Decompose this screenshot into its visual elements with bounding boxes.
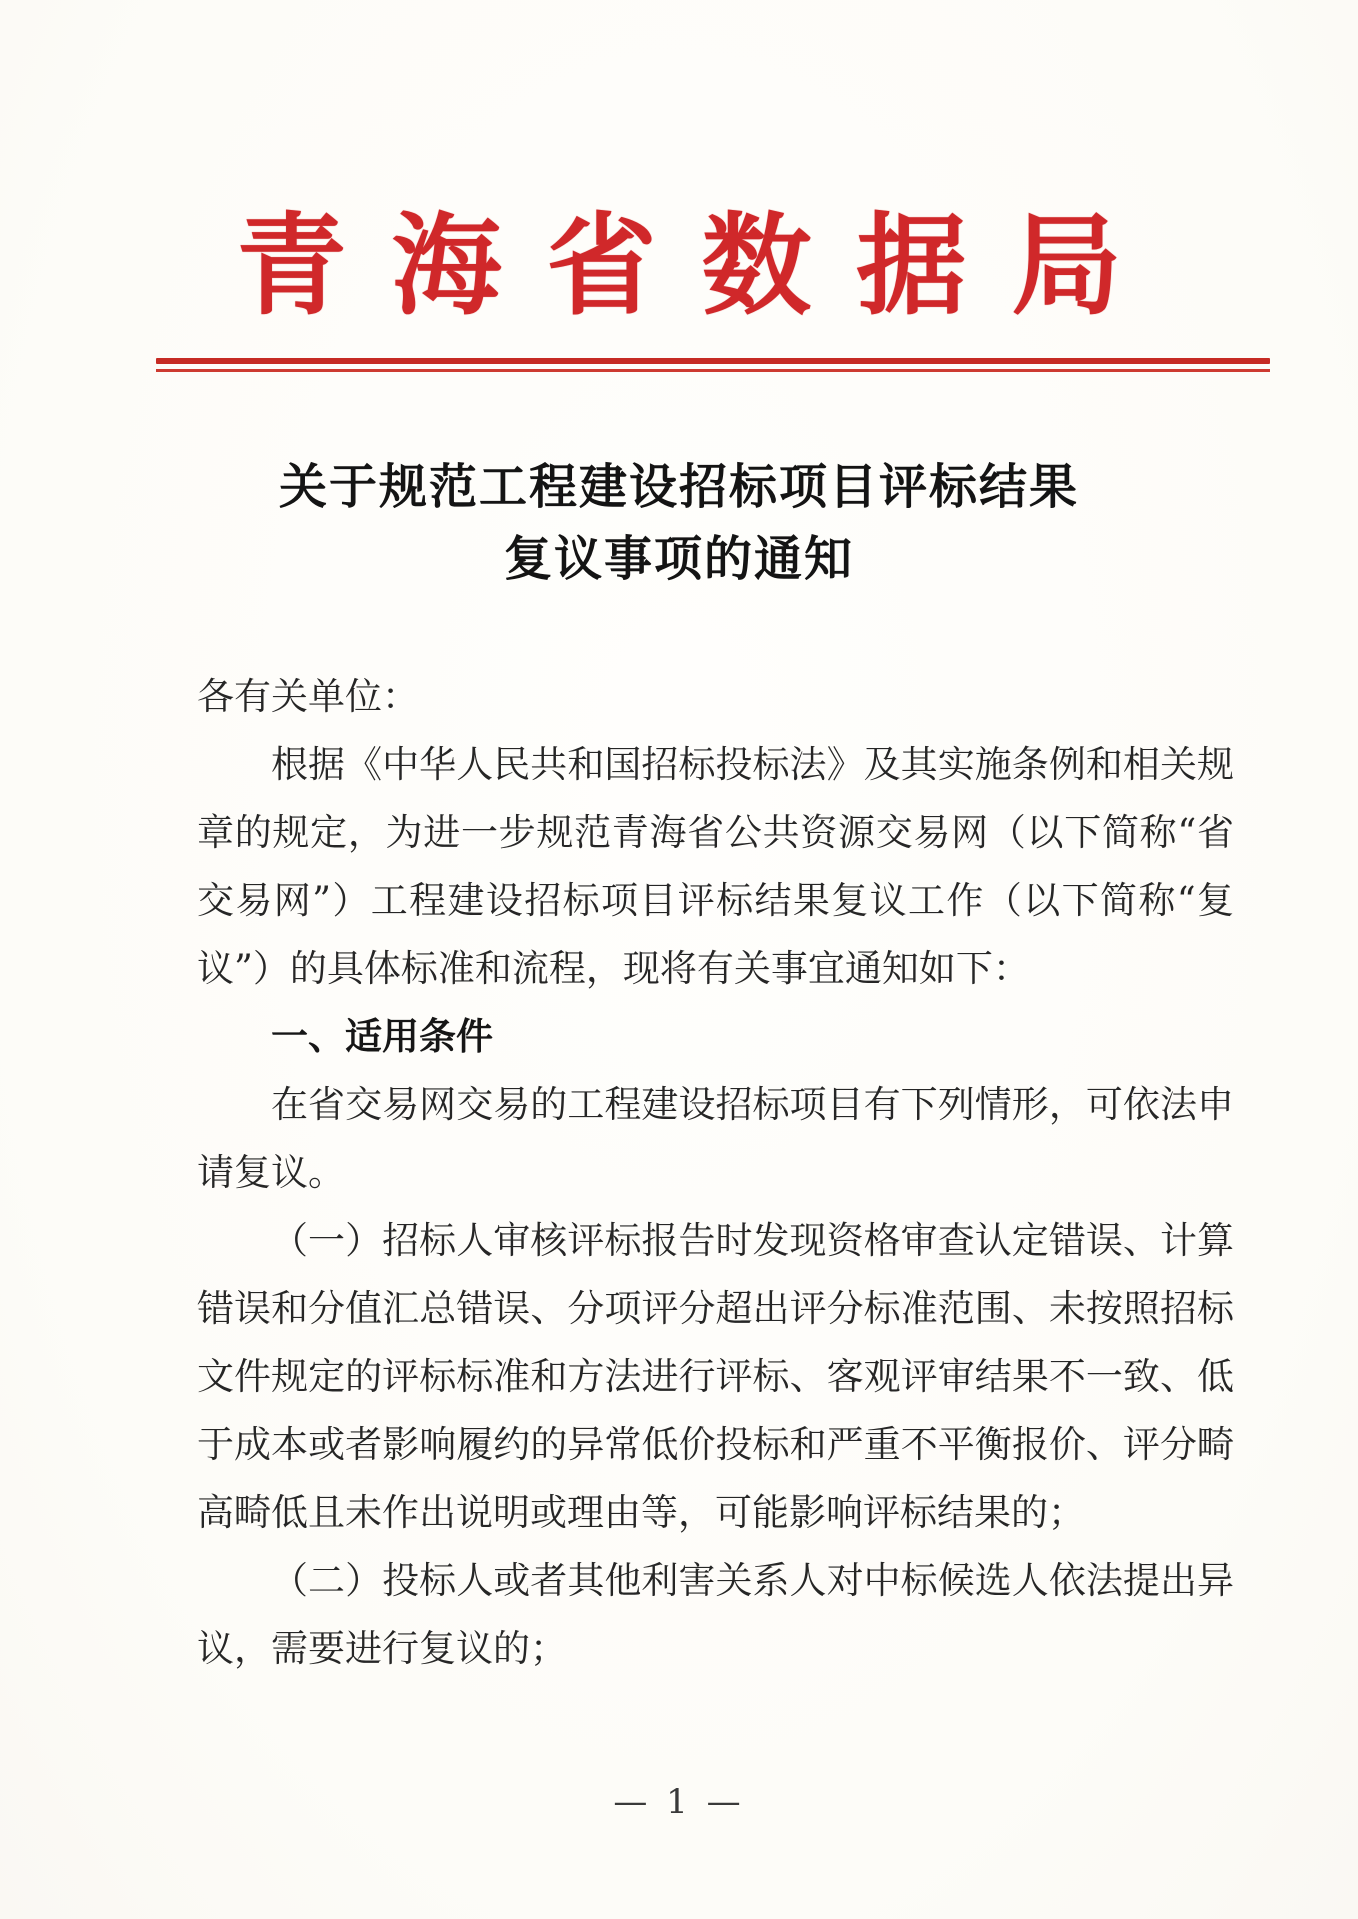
salutation: 各有关单位： <box>197 674 419 718</box>
org-name: 青海省数据局 <box>236 201 1167 330</box>
paragraph-condition-intro: 在省交易网交易的工程建设招标项目有下列情形，可依法申请复议。 <box>197 1082 1234 1194</box>
section-heading-applicable-conditions: 一、适用条件 <box>271 1015 493 1057</box>
letterhead-divider <box>156 358 1270 372</box>
paragraph-item-1: （一）招标人审核评标报告时发现资格审查认定错误、计算错误和分值汇总错误、分项评分超出评分标准范围、未按照招标文件规定的评标标准和方法进行评标、客观评审结果不一致、低于成本或者影响履约的异常低价投标和严重不平衡报价、评分畸高畸低且未作出说明或理由等，可能影响评标结果的； <box>197 1218 1234 1534</box>
document-title-line-1: 关于规范工程建设招标项目评标结果 <box>278 460 1079 514</box>
divider-thick-line <box>156 358 1270 364</box>
paragraph-basis: 根据《中华人民共和国招标投标法》及其实施条例和相关规章的规定，为进一步规范青海省公共资源交易网（以下简称“省交易网”）工程建设招标项目评标结果复议工作（以下简称“复议”）的具体标准和流程，现将有关事宜通知如下： <box>197 742 1234 990</box>
page-number: — 1 — <box>613 1782 745 1822</box>
paragraph-item-2: （二）投标人或者其他利害关系人对中标候选人依法提出异议，需要进行复议的； <box>197 1558 1234 1670</box>
letterhead <box>0 201 1358 372</box>
divider-thin-line <box>156 369 1270 372</box>
document-body <box>197 663 1234 1683</box>
document-title-line-2: 复议事项的通知 <box>503 532 854 586</box>
document-title <box>0 452 1358 596</box>
